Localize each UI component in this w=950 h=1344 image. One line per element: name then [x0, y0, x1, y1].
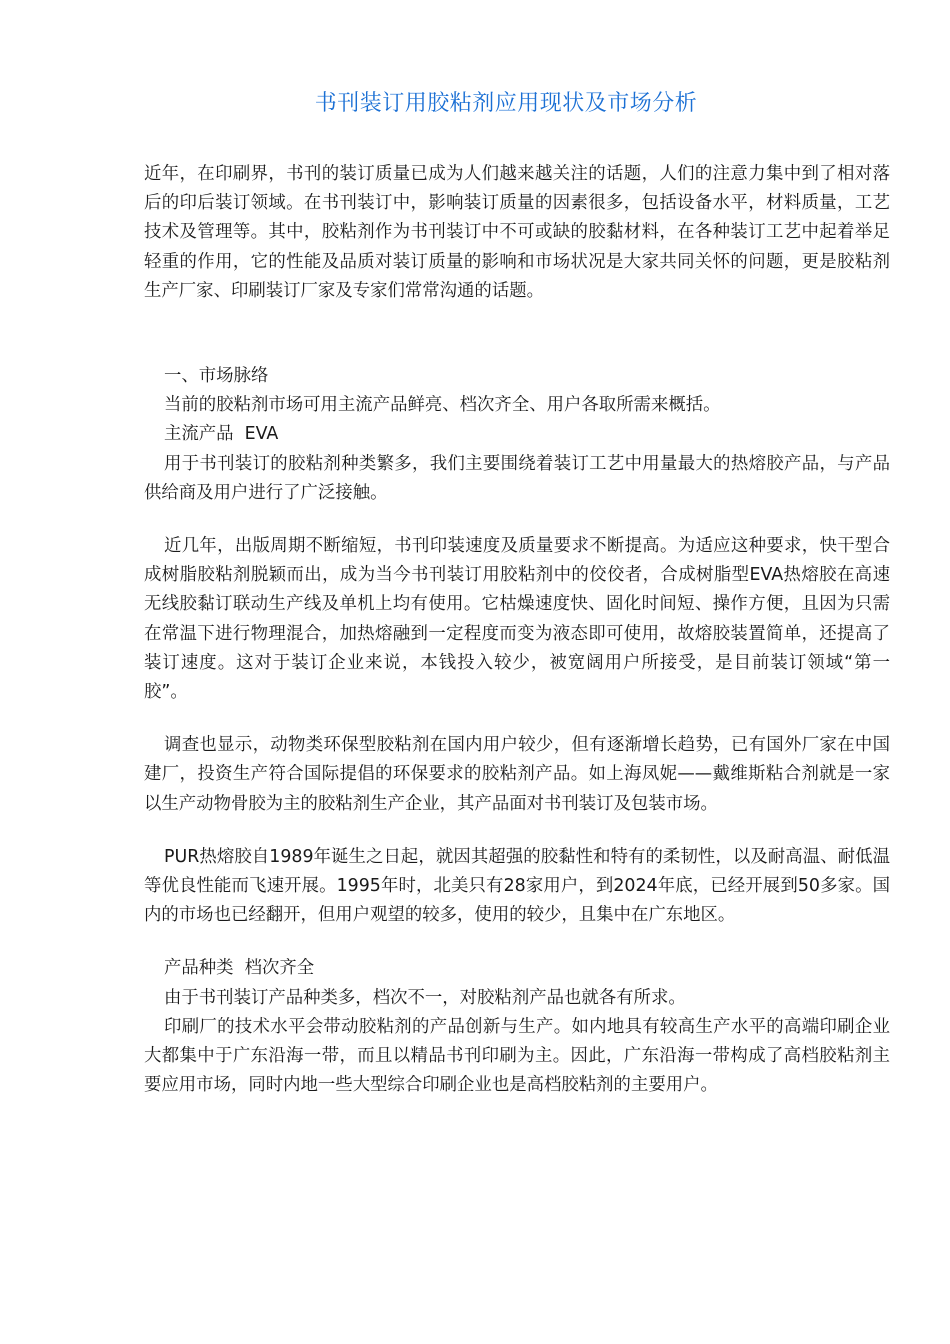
pur-paragraph: PUR热熔胶自1989年诞生之日起，就因其超强的胶黏性和特有的柔韧性，以及耐高温、耐低温等优良性能而飞速开展。1995年时，北美只有28家用户，到2024年底，已经开展到50多家。国内的市场也已经翻开，但用户观望的较多，使用的较少，且集中在广东地区。 [144, 846, 890, 926]
spacer [144, 508, 890, 532]
eva-paragraph: 近几年，出版周期不断缩短，书刊印装速度及质量要求不断提高。为适应这种要求，快干型合成树脂胶粘剂脱颖而出，成为当今书刊装订用胶粘剂中的佼佼者，合成树脂型EVA热熔胶在高速无线胶黏订联动生产线及单机上均有使用。它枯燥速度快、固化时间短、操作方便，且因为只需在常温下进行物理混合，加热熔融到一定程度而变为液态即可使用，故熔胶装置简单，还提高了装订速度。这对于装订企业来说，本钱投入较少，被宽阔用户所接受，是目前装订领域“第一胶”。 [144, 536, 890, 703]
intro-paragraph: 近年，在印刷界，书刊的装订质量已成为人们越来越关注的话题，人们的注意力集中到了相对落后的印后装订领域。在书刊装订中，影响装订质量的因素很多，包括设备水平，材料质量，工艺技术及管理等。其中，胶粘剂作为书刊装订中不可或缺的胶黏材料，在各种装订工艺中起着举足轻重的作用，它的性能及品质对装订质量的影响和市场状况是大家共同关怀的问题，更是胶粘剂生产厂家、印刷装订厂家及专家们常常沟通的话题。 [144, 164, 890, 301]
subheading-variety: 产品种类 档次齐全 [164, 958, 315, 979]
hotmelt-paragraph: 用于书刊装订的胶粘剂种类繁多，我们主要围绕着装订工艺中用量最大的热熔胶产品，与产品供给商及用户进行了广泛接触。 [144, 453, 890, 503]
spacer [144, 930, 890, 954]
variety-paragraph: 由于书刊装订产品种类多，档次不一，对胶粘剂产品也就各有所求。 [164, 987, 686, 1008]
spacer [144, 707, 890, 731]
subheading-mainstream: 主流产品 EVA [164, 424, 279, 445]
spacer [144, 819, 890, 843]
document-title: 书刊装订用胶粘剂应用现状及市场分析 [314, 91, 698, 116]
section-heading-market: 一、市场脉络 [164, 366, 269, 387]
spacer [144, 306, 890, 362]
document-body [144, 160, 890, 1100]
tech-paragraph: 印刷厂的技术水平会带动胶粘剂的产品创新与生产。如内地具有较高生产水平的高端印刷企业大都集中于广东沿海一带，而且以精品书刊印刷为主。因此，广东沿海一带构成了高档胶粘剂主要应用市场，同时内地一些大型综合印刷企业也是高档胶粘剂的主要用户。 [144, 1016, 890, 1096]
section-lead-paragraph: 当前的胶粘剂市场可用主流产品鲜亮、档次齐全、用户各取所需来概括。 [164, 395, 721, 416]
survey-paragraph: 调查也显示，动物类环保型胶粘剂在国内用户较少，但有逐渐增长趋势，已有国外厂家在中国建厂，投资生产符合国际提倡的环保要求的胶粘剂产品。如上海凤妮——戴维斯粘合剂就是一家以生产动物骨胶为主的胶粘剂生产企业，其产品面对书刊装订及包装市场。 [144, 735, 890, 814]
